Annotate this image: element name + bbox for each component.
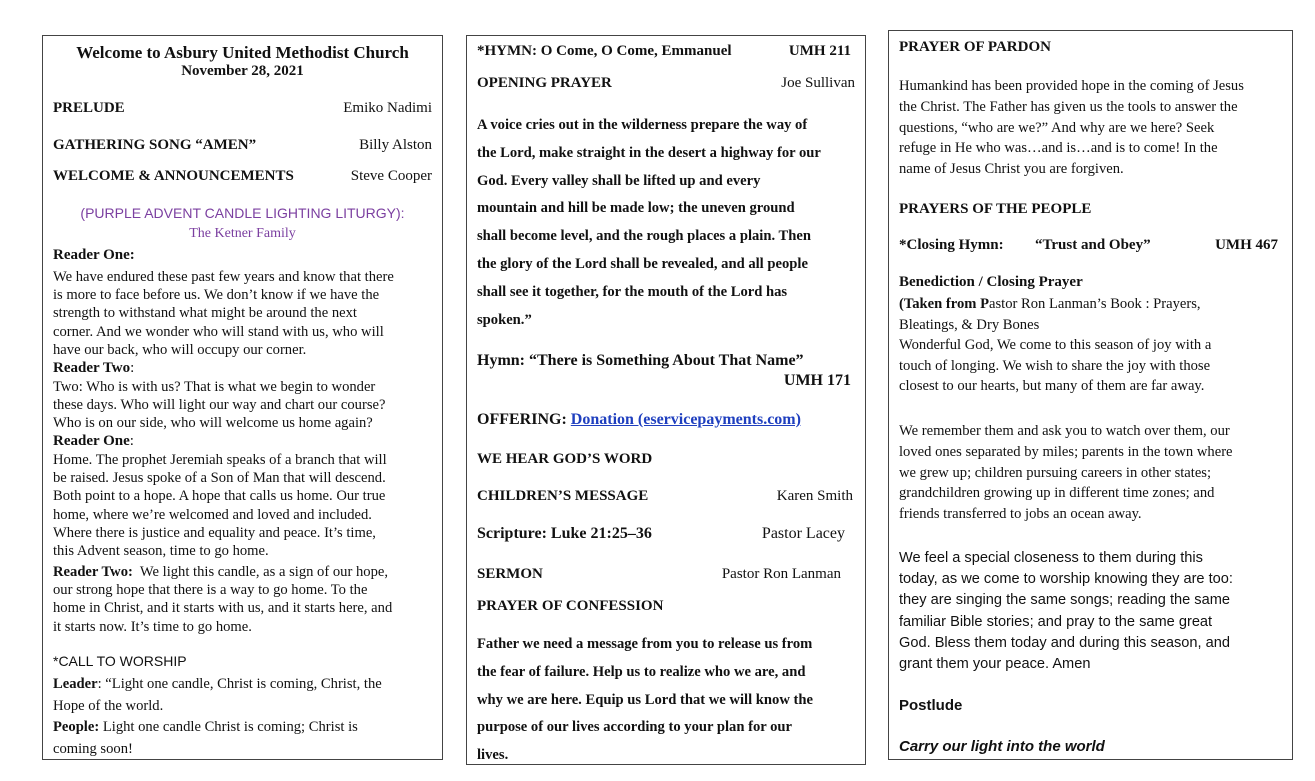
hymn-1-number: UMH 211 <box>788 43 851 59</box>
gods-word-label: WE HEAR GOD’S WORD <box>477 451 653 467</box>
closing-hymn-title: “Trust and Obey” <box>1035 237 1151 253</box>
bulletin-column-2 <box>466 35 866 765</box>
hymn-1-title: *HYMN: O Come, O Come, Emmanuel <box>477 43 732 59</box>
benediction-text: (Taken from Pastor Ron Lanman’s Book : Prayers, Bleatings, & Dry Bones Wonderful God, We come to this season of joy with a touch of longing. We wish to share the joy with those closest to our hearts, but many of them are far away. <box>899 296 1212 394</box>
offering-line <box>477 411 801 429</box>
prelude-person: Emiko Nadimi <box>343 100 432 116</box>
call-to-worship-label: *CALL TO WORSHIP <box>53 653 187 669</box>
donation-link[interactable]: Donation (eservicepayments.com) <box>570 411 801 428</box>
gathering-song-person: Billy Alston <box>359 137 432 153</box>
childrens-message-label: CHILDREN’S MESSAGE <box>477 488 649 504</box>
reader-one-label-2: Reader One: <box>53 433 134 449</box>
gathering-song-label: GATHERING SONG “AMEN” <box>53 137 257 153</box>
hymn-2-number: UMH 171 <box>783 372 851 389</box>
scripture-label: Scripture: Luke 21:25–36 <box>477 525 652 542</box>
reader-one-text-1: We have endured these past few years and know that there is more to face before us. We don’t know if we have the strength to withstand what might be around the next corner. And we wonder who will stand with us, who will have our back, who will occupy our corner. <box>53 269 394 358</box>
opening-prayer-label: OPENING PRAYER <box>477 75 612 91</box>
benediction-label: Benediction / Closing Prayer <box>899 274 1083 290</box>
prayers-of-the-people-label: PRAYERS OF THE PEOPLE <box>899 201 1092 217</box>
advent-family: The Ketner Family <box>189 226 296 241</box>
opening-prayer-person: Joe Sullivan <box>781 75 855 91</box>
hymn-2-title: Hymn: “There is Something About That Name” <box>477 352 804 369</box>
closeness-text: We feel a special closeness to them during this today, as we come to worship knowing they are too: they are singing the same songs; reading the same familiar Bible stories; and pray to the same great God. Bless them today and during this season, and grant them your peace. Amen <box>899 550 1233 673</box>
reader-two-text-1: Two: Who is with us? That is what we begin to wonder these days. Who will light our way and chart our course? Who is on our side, who will welcome us home again? <box>53 379 386 432</box>
reader-two-label-1: Reader Two: <box>53 360 135 376</box>
prayer-of-confession-text: Father we need a message from you to release us from the fear of failure. Help us to realize who we are, and why we are here. Equip us Lord that we will know the purpose of our lives according to your plan for our lives. <box>477 636 813 764</box>
opening-prayer-text: A voice cries out in the wilderness prepare the way of the Lord, make straight in the desert a highway for our God. Every valley shall be lifted up and every mountain and hill be made low; the uneven ground shall become level, and the rough places a plain. Then the glory of the Lord shall be revealed, and all people shall see it together, for the mouth of the Lord has spoken.” <box>477 117 821 328</box>
reader-two-text-2: Reader Two: We light this candle, as a sign of our hope, our strong hope that there is a way to go home. To the home in Christ, and it starts with us, and it starts here, and it starts now. It’s time to go home. <box>53 564 393 635</box>
prelude-label: PRELUDE <box>53 100 125 116</box>
closing-hymn-number: UMH 467 <box>1215 237 1278 253</box>
advent-liturgy-heading: (PURPLE ADVENT CANDLE LIGHTING LITURGY): <box>80 205 405 221</box>
welcome-announcements-person: Steve Cooper <box>350 168 432 184</box>
church-welcome-title: Welcome to Asbury United Methodist Church <box>76 43 409 62</box>
reader-one-text-2: Home. The prophet Jeremiah speaks of a branch that will be raised. Jesus spoke of a Son of Man that will descend. Both point to a hope. A hope that calls us home. Our true home, where we’re welcomed and loved and included. Where there is justice and equality and peace. It’s time, this Advent season, time to go home. <box>53 452 387 560</box>
sermon-person: Pastor Ron Lanman <box>721 566 841 582</box>
offering-label: OFFERING: <box>477 411 567 428</box>
scripture-person: Pastor Lacey <box>761 525 845 542</box>
reader-one-label-1: Reader One: <box>53 247 135 263</box>
postlude-label: Postlude <box>899 697 963 714</box>
service-date: November 28, 2021 <box>181 63 304 79</box>
prayer-of-pardon-text: Humankind has been provided hope in the coming of Jesus the Christ. The Father has given us the tools to answer the questions, “who are we?” And why are we here? Seek refuge in He who was…and is…and is to come! In the name of Jesus Christ you are forgiven. <box>899 78 1244 178</box>
prayer-of-confession-label: PRAYER OF CONFESSION <box>477 598 664 614</box>
prayer-of-pardon-label: PRAYER OF PARDON <box>899 39 1051 55</box>
welcome-announcements-label: WELCOME & ANNOUNCEMENTS <box>53 168 294 184</box>
childrens-message-person: Karen Smith <box>776 488 853 504</box>
sermon-label: SERMON <box>477 566 543 582</box>
bulletin-column-1 <box>42 35 443 760</box>
carry-light-text: Carry our light into the world <box>899 738 1105 755</box>
closing-hymn-label: *Closing Hymn: <box>899 237 1004 253</box>
remember-text: We remember them and ask you to watch over them, our loved ones separated by miles; parents in the town where we grew up; children pursuing careers in other states; grandchildren growing up in different time zones; and friends transferred to jobs an ocean away. <box>899 423 1233 523</box>
call-to-worship-text: Leader: “Light one candle, Christ is coming, Christ, the Hope of the world. People: Light one candle Christ is coming; Christ is coming soon! <box>53 676 382 757</box>
bulletin-column-3 <box>888 30 1293 760</box>
